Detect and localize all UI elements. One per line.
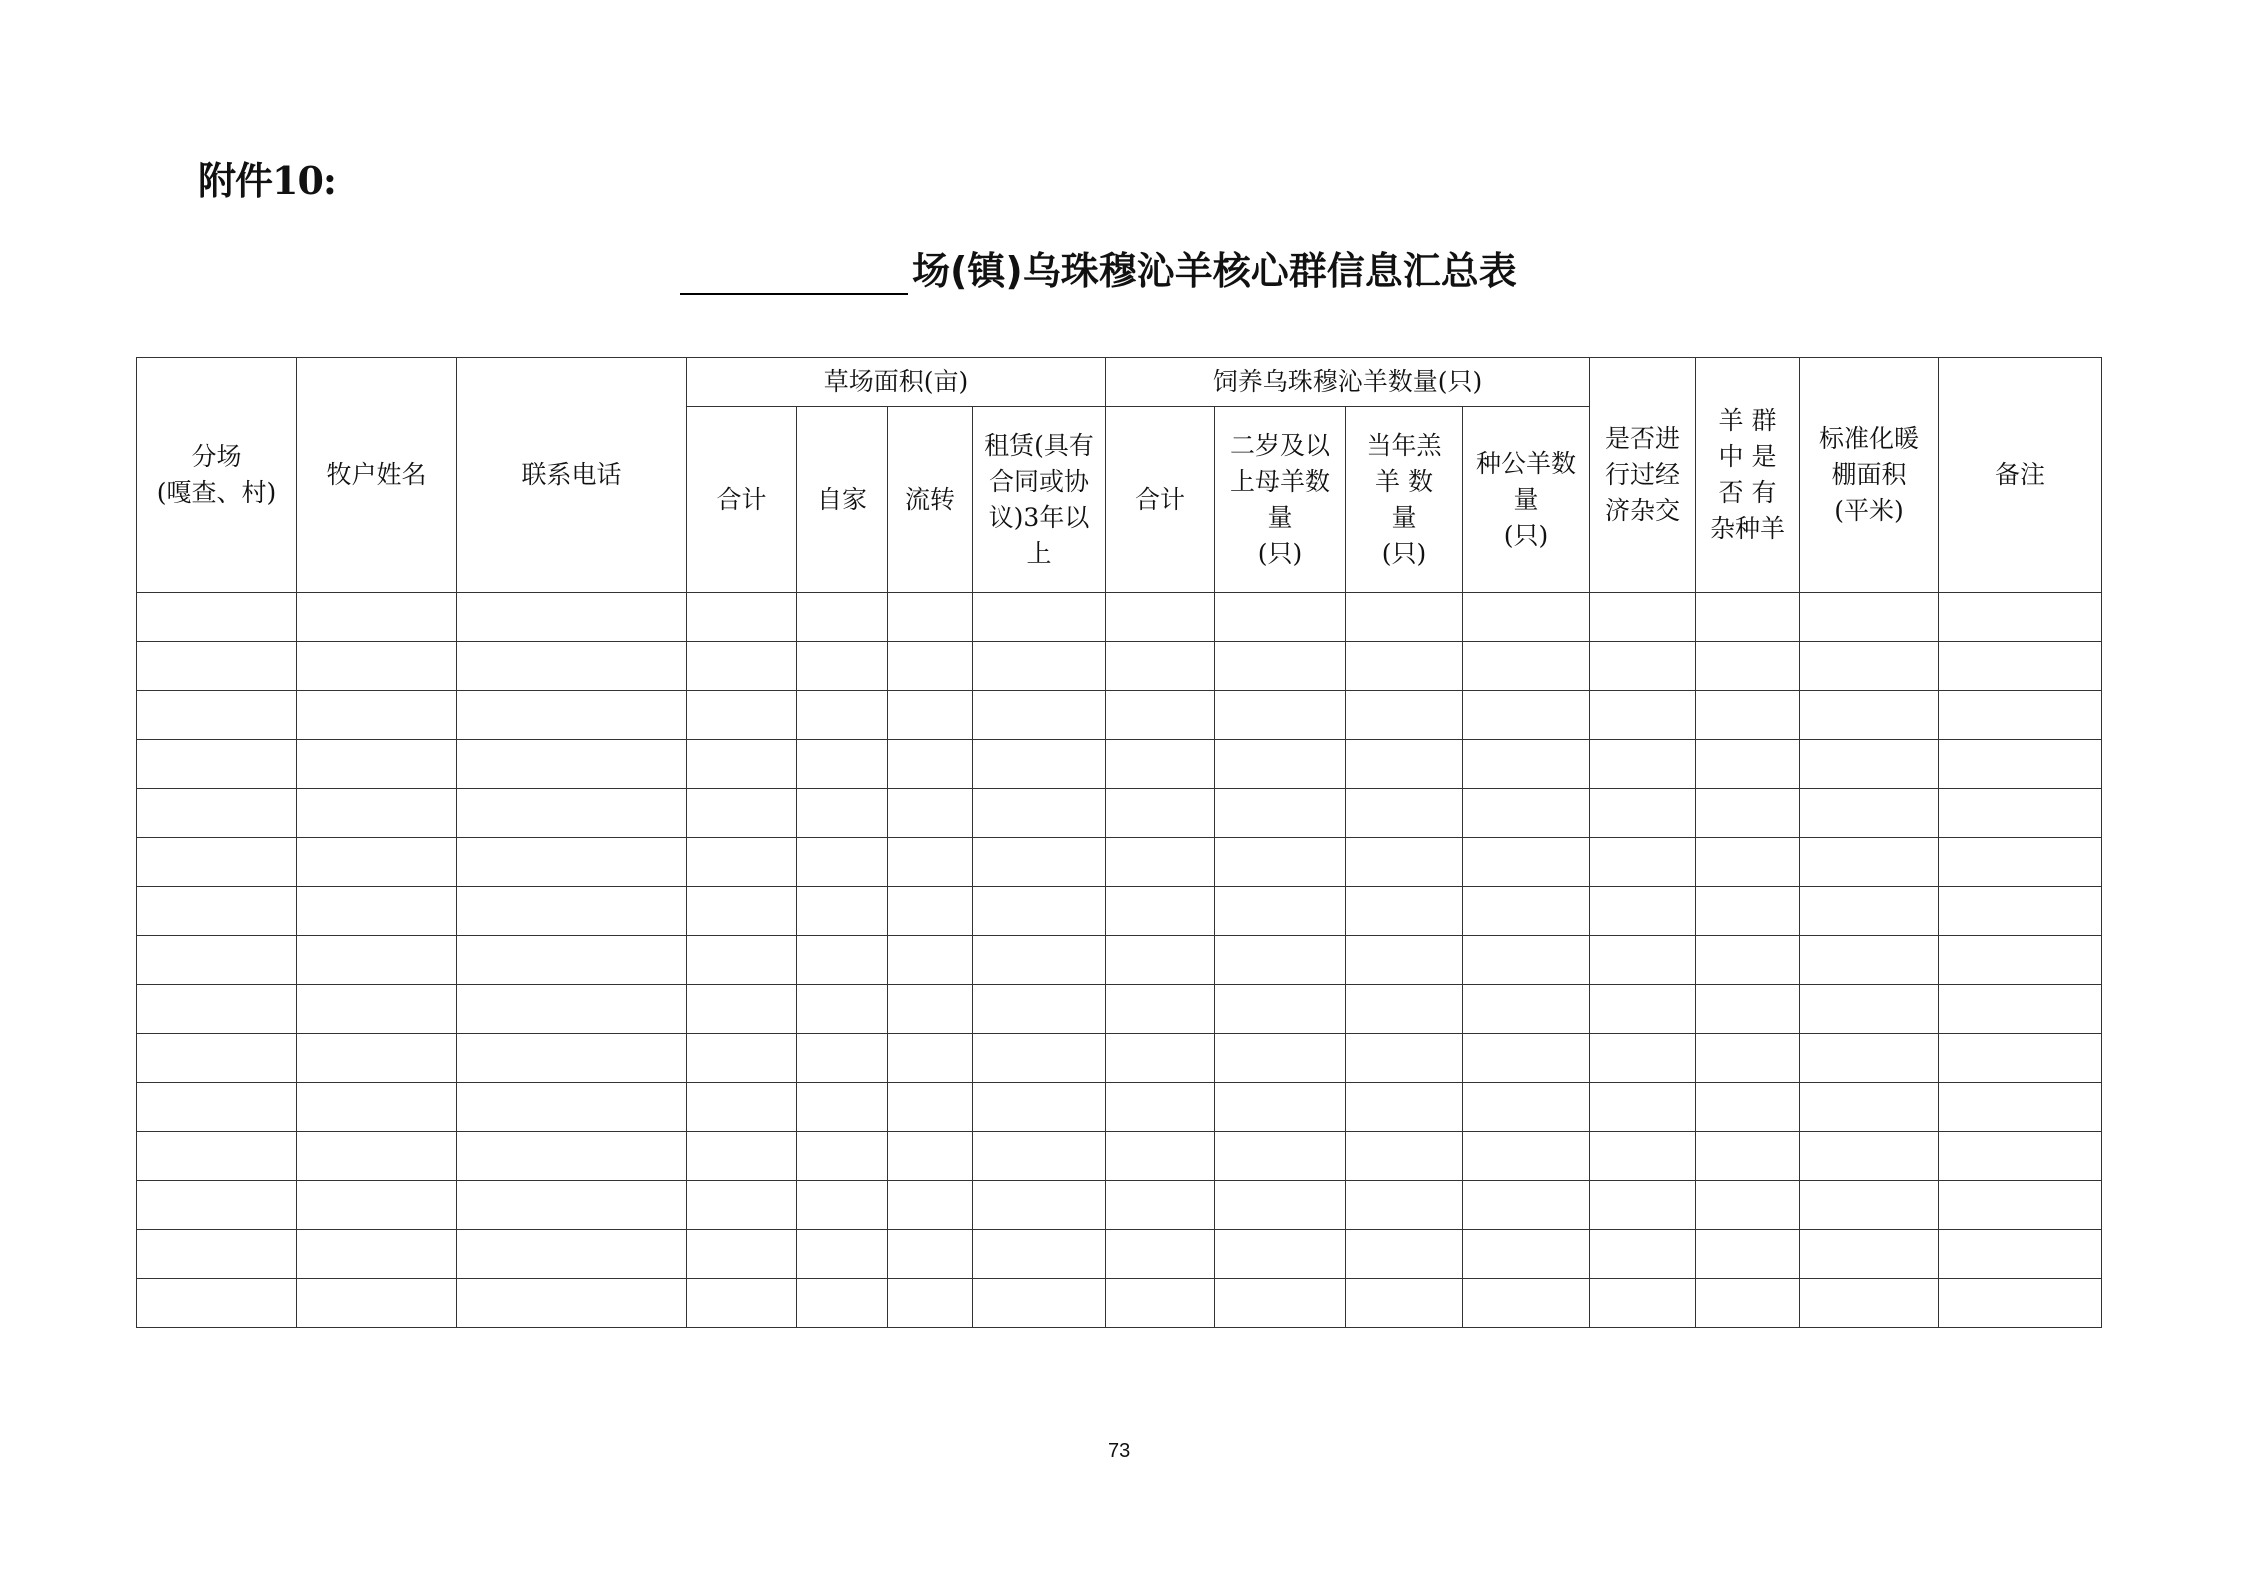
- table-cell: [1106, 1034, 1215, 1083]
- table-cell: [1939, 887, 2102, 936]
- table-cell: [297, 838, 457, 887]
- table-cell: [1696, 1181, 1800, 1230]
- table-cell: [1800, 691, 1939, 740]
- header-grass-total: 合计: [687, 407, 797, 593]
- table-cell: [797, 593, 888, 642]
- table-cell: [457, 1230, 687, 1279]
- table-cell: [1463, 593, 1590, 642]
- table-cell: [1463, 642, 1590, 691]
- table-cell: [1346, 789, 1463, 838]
- table-cell: [137, 740, 297, 789]
- table-cell: [797, 1083, 888, 1132]
- table-cell: [888, 1279, 973, 1328]
- table-cell: [1696, 593, 1800, 642]
- table-cell: [1463, 838, 1590, 887]
- table-cell: [973, 887, 1106, 936]
- table-cell: [1696, 691, 1800, 740]
- table-row: [137, 1230, 2102, 1279]
- table-cell: [687, 1034, 797, 1083]
- table-cell: [797, 985, 888, 1034]
- table-cell: [137, 642, 297, 691]
- table-row: [137, 936, 2102, 985]
- table-cell: [1800, 642, 1939, 691]
- table-cell: [1590, 887, 1696, 936]
- header-herder-name: 牧户姓名: [297, 358, 457, 593]
- table-cell: [1800, 1132, 1939, 1181]
- table-cell: [1346, 593, 1463, 642]
- table-cell: [1346, 985, 1463, 1034]
- header-branch: 分场 (嘎查、村): [137, 358, 297, 593]
- table-cell: [1590, 1132, 1696, 1181]
- table-cell: [457, 1279, 687, 1328]
- table-cell: [687, 887, 797, 936]
- table-cell: [973, 1279, 1106, 1328]
- table-cell: [797, 936, 888, 985]
- table-cell: [457, 1034, 687, 1083]
- table-cell: [973, 691, 1106, 740]
- table-cell: [1463, 936, 1590, 985]
- table-cell: [1696, 1230, 1800, 1279]
- table-cell: [1696, 1083, 1800, 1132]
- header-grass-transfer: 流转: [888, 407, 973, 593]
- table-cell: [1696, 740, 1800, 789]
- table-cell: [1106, 887, 1215, 936]
- table-cell: [1696, 887, 1800, 936]
- table-cell: [888, 740, 973, 789]
- table-cell: [1590, 1083, 1696, 1132]
- table-cell: [137, 1181, 297, 1230]
- table-cell: [297, 593, 457, 642]
- header-hybrid-in-flock: 羊 群 中 是 否 有 杂种羊: [1696, 358, 1800, 593]
- table-row: [137, 1083, 2102, 1132]
- table-cell: [687, 740, 797, 789]
- title-block: [680, 240, 1517, 295]
- table-cell: [1590, 1230, 1696, 1279]
- table-cell: [1939, 691, 2102, 740]
- table-cell: [1463, 1132, 1590, 1181]
- table-cell: [297, 691, 457, 740]
- table-cell: [687, 642, 797, 691]
- table-cell: [1939, 1279, 2102, 1328]
- table-cell: [137, 887, 297, 936]
- table-cell: [797, 740, 888, 789]
- table-cell: [457, 1083, 687, 1132]
- table-cell: [1106, 789, 1215, 838]
- table-cell: [1939, 1132, 2102, 1181]
- table-cell: [137, 1230, 297, 1279]
- table-row: [137, 1279, 2102, 1328]
- table-cell: [1346, 1083, 1463, 1132]
- table-cell: [1590, 593, 1696, 642]
- table-cell: [137, 789, 297, 838]
- table-cell: [687, 1181, 797, 1230]
- table-cell: [1696, 1034, 1800, 1083]
- table-cell: [888, 1034, 973, 1083]
- table-cell: [1346, 1034, 1463, 1083]
- summary-table: [136, 357, 2102, 1328]
- table-cell: [973, 838, 1106, 887]
- table-cell: [1590, 642, 1696, 691]
- table-cell: [797, 1230, 888, 1279]
- table-cell: [973, 593, 1106, 642]
- table-cell: [1106, 1230, 1215, 1279]
- table-cell: [1346, 1279, 1463, 1328]
- table-cell: [1346, 887, 1463, 936]
- table-cell: [888, 691, 973, 740]
- header-grass-lease: 租赁(具有 合同或协 议)3年以 上: [973, 407, 1106, 593]
- table-cell: [137, 691, 297, 740]
- table-cell: [1463, 1083, 1590, 1132]
- table-cell: [1215, 740, 1346, 789]
- table-cell: [1696, 838, 1800, 887]
- table-cell: [457, 691, 687, 740]
- table-cell: [1215, 1181, 1346, 1230]
- table-cell: [1939, 838, 2102, 887]
- table-cell: [457, 887, 687, 936]
- table-cell: [1696, 936, 1800, 985]
- table-cell: [297, 1083, 457, 1132]
- table-cell: [973, 1034, 1106, 1083]
- table-cell: [1696, 642, 1800, 691]
- table-cell: [1215, 1034, 1346, 1083]
- table-cell: [1696, 1279, 1800, 1328]
- header-sheep-count: 饲养乌珠穆沁羊数量(只): [1106, 358, 1590, 407]
- table-cell: [457, 1132, 687, 1181]
- table-cell: [1463, 887, 1590, 936]
- table-cell: [137, 838, 297, 887]
- table-cell: [1800, 789, 1939, 838]
- table-cell: [797, 1034, 888, 1083]
- table-cell: [1346, 1230, 1463, 1279]
- table-row: [137, 985, 2102, 1034]
- table-cell: [1463, 789, 1590, 838]
- table-cell: [1939, 1181, 2102, 1230]
- header-sheep-rams: 种公羊数 量 (只): [1463, 407, 1590, 593]
- header-sheep-lambs: 当年羔 羊 数 量 (只): [1346, 407, 1463, 593]
- table-cell: [1346, 1181, 1463, 1230]
- table-cell: [687, 691, 797, 740]
- table-cell: [1463, 985, 1590, 1034]
- table-cell: [1106, 642, 1215, 691]
- table-cell: [1215, 838, 1346, 887]
- table-cell: [1215, 1279, 1346, 1328]
- table-cell: [797, 887, 888, 936]
- table-cell: [137, 1083, 297, 1132]
- table-row: [137, 691, 2102, 740]
- table-cell: [1696, 985, 1800, 1034]
- table-cell: [1939, 740, 2102, 789]
- table-cell: [687, 593, 797, 642]
- table-cell: [687, 1132, 797, 1181]
- table-cell: [1939, 936, 2102, 985]
- table-cell: [137, 1279, 297, 1328]
- table-cell: [1106, 1132, 1215, 1181]
- table-cell: [1590, 838, 1696, 887]
- table-row: [137, 1034, 2102, 1083]
- table-cell: [687, 936, 797, 985]
- table-cell: [1215, 985, 1346, 1034]
- table-cell: [1215, 936, 1346, 985]
- table-cell: [973, 1181, 1106, 1230]
- table-cell: [1463, 1181, 1590, 1230]
- table-row: [137, 740, 2102, 789]
- table-cell: [1215, 887, 1346, 936]
- table-cell: [1696, 1132, 1800, 1181]
- table-cell: [1939, 1034, 2102, 1083]
- table-cell: [297, 1279, 457, 1328]
- table-cell: [1346, 691, 1463, 740]
- table-cell: [1590, 1279, 1696, 1328]
- table-cell: [888, 789, 973, 838]
- table-cell: [1215, 1132, 1346, 1181]
- table-cell: [888, 1083, 973, 1132]
- table-row: [137, 838, 2102, 887]
- table-row: [137, 642, 2102, 691]
- table-cell: [973, 1083, 1106, 1132]
- table-cell: [1215, 789, 1346, 838]
- table-cell: [1590, 936, 1696, 985]
- table-cell: [457, 740, 687, 789]
- table-cell: [1800, 887, 1939, 936]
- table-cell: [1939, 789, 2102, 838]
- table-cell: [1215, 1230, 1346, 1279]
- table-cell: [1800, 1230, 1939, 1279]
- table-cell: [797, 1279, 888, 1328]
- table-cell: [973, 936, 1106, 985]
- table-cell: [1800, 838, 1939, 887]
- table-cell: [1939, 1230, 2102, 1279]
- table-cell: [1215, 642, 1346, 691]
- table-cell: [297, 936, 457, 985]
- table-cell: [1800, 593, 1939, 642]
- table-row: [137, 887, 2102, 936]
- table-cell: [1346, 936, 1463, 985]
- table-cell: [1346, 1132, 1463, 1181]
- table-cell: [1106, 1279, 1215, 1328]
- table-cell: [297, 642, 457, 691]
- table-cell: [1215, 1083, 1346, 1132]
- table-cell: [1939, 1083, 2102, 1132]
- table-cell: [1106, 936, 1215, 985]
- table-cell: [1346, 838, 1463, 887]
- table-row: [137, 789, 2102, 838]
- table-cell: [137, 985, 297, 1034]
- table-cell: [687, 985, 797, 1034]
- header-sheep-total: 合计: [1106, 407, 1215, 593]
- table-cell: [1590, 1034, 1696, 1083]
- table-cell: [297, 1034, 457, 1083]
- table-cell: [1800, 1181, 1939, 1230]
- table-cell: [1463, 1034, 1590, 1083]
- table-cell: [297, 789, 457, 838]
- table-cell: [797, 691, 888, 740]
- table-cell: [1800, 1279, 1939, 1328]
- table-cell: [888, 1181, 973, 1230]
- table-cell: [1463, 1279, 1590, 1328]
- table-cell: [457, 593, 687, 642]
- header-shed-area: 标准化暖 棚面积 (平米): [1800, 358, 1939, 593]
- header-grassland-area: 草场面积(亩): [687, 358, 1106, 407]
- header-remarks: 备注: [1939, 358, 2102, 593]
- table-cell: [1590, 789, 1696, 838]
- table-cell: [1800, 936, 1939, 985]
- table-cell: [137, 936, 297, 985]
- table-cell: [1106, 691, 1215, 740]
- page-number: 73: [1108, 1440, 1131, 1462]
- table-cell: [973, 985, 1106, 1034]
- table-row: [137, 1181, 2102, 1230]
- table-cell: [973, 740, 1106, 789]
- table-cell: [888, 936, 973, 985]
- table-cell: [1590, 691, 1696, 740]
- table-cell: [1590, 1181, 1696, 1230]
- table-cell: [297, 887, 457, 936]
- table-cell: [297, 1132, 457, 1181]
- table-cell: [973, 1132, 1106, 1181]
- table-cell: [1106, 1181, 1215, 1230]
- table-cell: [137, 593, 297, 642]
- table-cell: [687, 1279, 797, 1328]
- table-cell: [1590, 740, 1696, 789]
- table-cell: [457, 936, 687, 985]
- table-cell: [1346, 642, 1463, 691]
- attachment-label: 附件10:: [198, 158, 336, 203]
- table-cell: [457, 985, 687, 1034]
- table-cell: [973, 642, 1106, 691]
- table-cell: [888, 1132, 973, 1181]
- table-cell: [1106, 740, 1215, 789]
- table-cell: [1800, 1034, 1939, 1083]
- header-phone: 联系电话: [457, 358, 687, 593]
- table-cell: [797, 642, 888, 691]
- table-cell: [888, 1230, 973, 1279]
- table-cell: [797, 838, 888, 887]
- table-cell: [888, 985, 973, 1034]
- title-blank-line: [680, 249, 908, 295]
- table-cell: [1939, 642, 2102, 691]
- table-cell: [687, 1083, 797, 1132]
- table-cell: [137, 1132, 297, 1181]
- header-sheep-ewes: 二岁及以 上母羊数 量 (只): [1215, 407, 1346, 593]
- table-cell: [1215, 593, 1346, 642]
- table-cell: [888, 887, 973, 936]
- table-cell: [888, 642, 973, 691]
- table-cell: [1106, 838, 1215, 887]
- table-cell: [1463, 691, 1590, 740]
- table-cell: [137, 1034, 297, 1083]
- table-cell: [297, 985, 457, 1034]
- table-row: [137, 593, 2102, 642]
- table-cell: [888, 593, 973, 642]
- table-cell: [687, 789, 797, 838]
- table-cell: [1800, 985, 1939, 1034]
- table-cell: [1590, 985, 1696, 1034]
- table-cell: [1939, 985, 2102, 1034]
- table-cell: [1106, 985, 1215, 1034]
- table-cell: [687, 1230, 797, 1279]
- table-cell: [1463, 1230, 1590, 1279]
- table-cell: [1939, 593, 2102, 642]
- table-cell: [973, 789, 1106, 838]
- table-cell: [457, 838, 687, 887]
- table-cell: [297, 1181, 457, 1230]
- table-cell: [1696, 789, 1800, 838]
- table-cell: [297, 1230, 457, 1279]
- table-cell: [1800, 1083, 1939, 1132]
- table-cell: [1800, 740, 1939, 789]
- table-cell: [797, 1181, 888, 1230]
- table-cell: [687, 838, 797, 887]
- table-cell: [457, 789, 687, 838]
- table-cell: [973, 1230, 1106, 1279]
- table-cell: [1463, 740, 1590, 789]
- table-cell: [1215, 691, 1346, 740]
- header-crossbred: 是否进 行过经 济杂交: [1590, 358, 1696, 593]
- table-cell: [888, 838, 973, 887]
- table-cell: [1106, 593, 1215, 642]
- table-cell: [1346, 740, 1463, 789]
- table-cell: [297, 740, 457, 789]
- table-cell: [457, 642, 687, 691]
- table-cell: [797, 789, 888, 838]
- table-row: [137, 1132, 2102, 1181]
- table-cell: [1106, 1083, 1215, 1132]
- header-grass-own: 自家: [797, 407, 888, 593]
- table-cell: [797, 1132, 888, 1181]
- table-cell: [457, 1181, 687, 1230]
- page-title: 场(镇)乌珠穆沁羊核心群信息汇总表: [912, 249, 1517, 293]
